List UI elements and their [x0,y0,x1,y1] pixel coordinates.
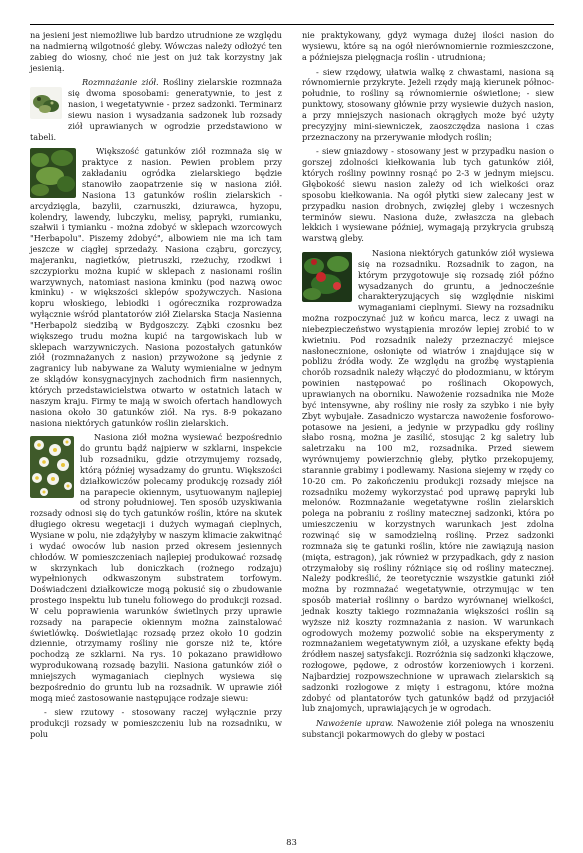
left-column [30,30,282,740]
paragraph-row-sowing: - siew rzędowy, ułatwia walkę z chwastami, nasiona są równomiernie przykryte. Jeżeli rzędy mają kierunek północ-południe, to rośliny są równomiernie oświetlone; - siew punktowy, stosowany głównie przy wysiewie dużych nasion, a przy mniejszych nasionach okrągłych może być użyty precyzyjny mini-siewniczek, zaoszczędza nasiona i czas przeznaczony na przerywanie młodych roślin; [302,66,554,142]
paragraph: na jesieni jest niemożliwe lub bardzo utrudnione ze względu na nadmierną wilgotność gleby. Wówczas należy odłożyć ten zabieg do wiosny, choć nie jest on już tak korzystny jak jesienią. [30,30,282,73]
paragraph-seedbed: Nasiona niektórych gatunków ziół wysiewa się na rozsadniku. Rozsadnik to zagon, na którym przygotowuje się rozsadę ziół późno wysadzanych do gruntu, a jednocześnie charakteryzujących się względnie niskimi wymaganiami cieplnymi. Siewy na rozsadniku można rozpoczynać już w końcu marca, lecz z uwagi na niebezpieczeństwo wystąpienia mrozów lepiej zrobić to w kwietniu. Pod rozsadnik należy przeznaczyć miejsce nasłonecznione, osłonięte od wiatrów i znajdujące się w pobliżu źródła wody. Ze względu na groźbę wystąpienia chorób rozsadnik należy włączyć do płodozmianu, w którym powinien następować po roślinach Okopowych, uprawianych na oborniku. Nawożenie rozsadnika nie Może być intensywne, aby rośliny nie rosły za szybko i nie były Zbyt wybujałe. Zasadniczo wystarcza nawożenie fosforowo-potasowe na jesieni, a jedynie w przypadku gdy rośliny słabo rosną, można je zasilić, stosując 2 kg saletry lub saletrzaku na 100 m2, rozsadnika. Przed siewem wyrównujemy powierzchnię gleby, płytko przekopujemy, starannie grabimy i podlewamy. Nasiona siejemy w rzędy co 10-20 cm. Po zakończeniu produkcji rozsady miejsce na rozsadniku możemy wykorzystać pod uprawę papryki lub melonów. Rozmnażanie wegetatywne roślin zielarskich polega na pobraniu z rośliny matecznej sadzonki, która po umieszczeniu w korzystnych warunkach jest zdolna rozwinąć się w samodzielną roślinę. Przez sadzonki rozmnaża się te gatunki roślin, które nie zawiązują nasion (mięta, estragon), jak również w przypadkach, gdy z nasion otrzymałoby się rośliny różniące się od rośliny matecznej. Należy podkreślić, że teoretycznie wszystkie gatunki ziół można by rozmnażać wegetatywnie, otrzymując w ten sposób materiał roślinny o bardzo wyrównanej wielkości, jednak koszty takiego rozmnażania większości roślin są wyższe niż koszty rozmnażania z nasion. W warunkach ogrodowych możemy pozwolić sobie na eksperymenty z rozmnażaniem wegetatywnym ziół, a uzyskane efekty będą źródłem naszej satysfakcji. Rozróżnia się sadzonki kłączowe, rozłogowe, pędowe, z odrostów korzeniowych i korzeni. Najbardziej rozpowszechnione w uprawach zielarskich są sadzonki rozłogowe z mięty i estragonu, które można zdobyć od plantatorów tych gatunków bądź od przyjaciół lub znajomych, uprawiających je w ogrodach. [302,248,554,714]
right-column [302,30,554,740]
paragraph-fertilizing: Nawożenie upraw. Nawożenie ziół polega na wnoszeniu substancji pokarmowych do gleby w postaci [302,718,554,740]
page-number: 83 [286,838,297,848]
herb-seedlings-photo-icon [30,148,76,198]
section-heading: Rozmnażanie ziół. [82,77,159,88]
paragraph-sowing: Nasiona ziół można wysiewać bezpośrednio do gruntu bądź najpierw w szklarni, inspekcie lub rozsadniku, gdzie otrzymujemy rozsadę, którą później wysadzamy do gruntu. Większości działkowiczów polecamy produkcję rozsady ziół na parapecie okiennym, usytuowanym najlepiej od strony południowej. Ten sposób uzyskiwania rozsady odnosi się do tych gatunków roślin, które na skutek długiego okresu wegetacji i dużych wymagań cieplnych, Wysiane w polu, nie zdążyłyby w naszym klimacie zakwitnąć i wydać owoców lub nasion przed okresem jesiennych chłodów. W pomieszczeniach najlepiej produkować rozsadę w skrzynkach lub doniczkach (rożnego rodzaju) wypełnionych odkwaszonym substratem torfowym. Doświadczeni działkowicze mogą pokusić się o zbudowanie prostego inspektu lub tunelu foliowego do produkcji rozsad. W celu poprawienia warunków świetlnych przy uprawie rozsady na parapecie okiennym można zainstalować świetlówkę. Doświetlając rozsadę przez około 10 godzin dziennie, otrzymamy rośliny nie gorsze niż te, które pochodzą ze szklarni. Na rys. 10 pokazano prawidłowo wyprodukowaną rozsadę bazylii. Nasiona gatunków ziół o mniejszych wymaganiach cieplnych wysiewa się bezpośrednio do gruntu lub na rozsadnik. W uprawie ziół mogą mieć zastosowanie następujące rodzaje siewu: [30,432,282,703]
paragraph-hill-sowing: - siew gniazdowy - stosowany jest w przypadku nasion o gorszej zdolności kiełkowania lub tych gatunków ziół, których rośliny powinny rosnąć po 2-3 w jednym miejscu. Głębokość siewu nasion zależy od ich wielkości oraz sposobu kiełkowania. Na ogół płytki siew zalecany jest w przypadku nasion drobnych, zwięzłej gleby i wczesnych terminów siewu. Nasiona duże, zwłaszcza na glebach lekkich i wysiewane później, wymagają przykrycia grubszą warstwą gleby. [302,146,554,244]
header-rule [30,24,554,25]
white-flowers-photo-icon [30,436,74,498]
seed-pods-photo-icon [30,87,62,119]
paragraph-seeds: Większość gatunków ziół rozmnaża się w praktyce z nasion. Pewien problem przy zakładaniu ogródka zielarskiego będzie stanowiło zaopatrzenie się w nasiona ziół. Nasiona 13 gatunków roślin zielarskich - arcydzięgla, bazylii, czarnuszki, dziurawca, hyzopu, kolendry, lawendy, lubczyku, melisy, papryki, rumianku, szałwii i tymianku - można zdobyć w sklepach wzorcowych "Herbapolu". Piszemy żdobyć", albowiem nie ma ich tam jeszcze w ciągłej sprzedaży. Nasiona cząbru, gorczycy, majeranku, nagietków, pietruszki, rzeżuchy, rzodkwi i szczypiorku można kupić w sklepach z nasionami roślin warzywnych, natomiast nasiona kminku (pod nazwą owoc kminku) - w większości sklepów spożywczych. Nasiona kopru włoskiego, lebiodki i ogórecznika rozprowadza wyłącznie wśród plantatorów ziół Zielarska Stacja Nasienna "Herbapolż siedzibą w Bydgoszczy. Ząbki czosnku bez większego trudu można kupić na targowiskach lub w sklepach warzywniczych. Nasiona pozostałych gatunków ziół (rozmnażanych z nasion) przywożone są jedynie z zagranicy lub nabywane za Waluty wymienialne w jednym ze sklądów konsygnacyjnych zachodnich firm nasiennych, których przedstawicielstwa otwarto w ostatnich latach w naszym kraju. Firmy te mają w swoich ofertach handlowych nasiona około 30 gatunków ziół. Na rys. 8-9 pokazano nasiona niektórych gatunków roślin zielarskich. [30,146,282,428]
paragraph-propagation: Rozmnażanie ziół. Rośliny zielarskie rozmnaża się dwoma sposobami: generatywnie, to jest z nasion, i wegetatywnie - przez sadzonki. Terminarz siewu nasion i wysadzania sadzonek lub rozsady ziół uprawianych w ogrodzie przedstawiono w tabeli. [30,77,282,142]
paragraph: nie praktykowany, gdyż wymaga dużej ilości nasion do wysiewu, które są na ogół nierównomiernie rozmieszczone, a późniejsza pielęgnacja roślin - utrudniona; [302,30,554,62]
section-heading: Nawożenie upraw. [316,718,394,729]
red-flower-seedbed-photo-icon [302,252,352,302]
paragraph-broadcast-sowing: - siew rzutowy - stosowany raczej wyłącznie przy produkcji rozsady w pomieszczeniu lub na rozsadniku, w polu [30,707,282,740]
